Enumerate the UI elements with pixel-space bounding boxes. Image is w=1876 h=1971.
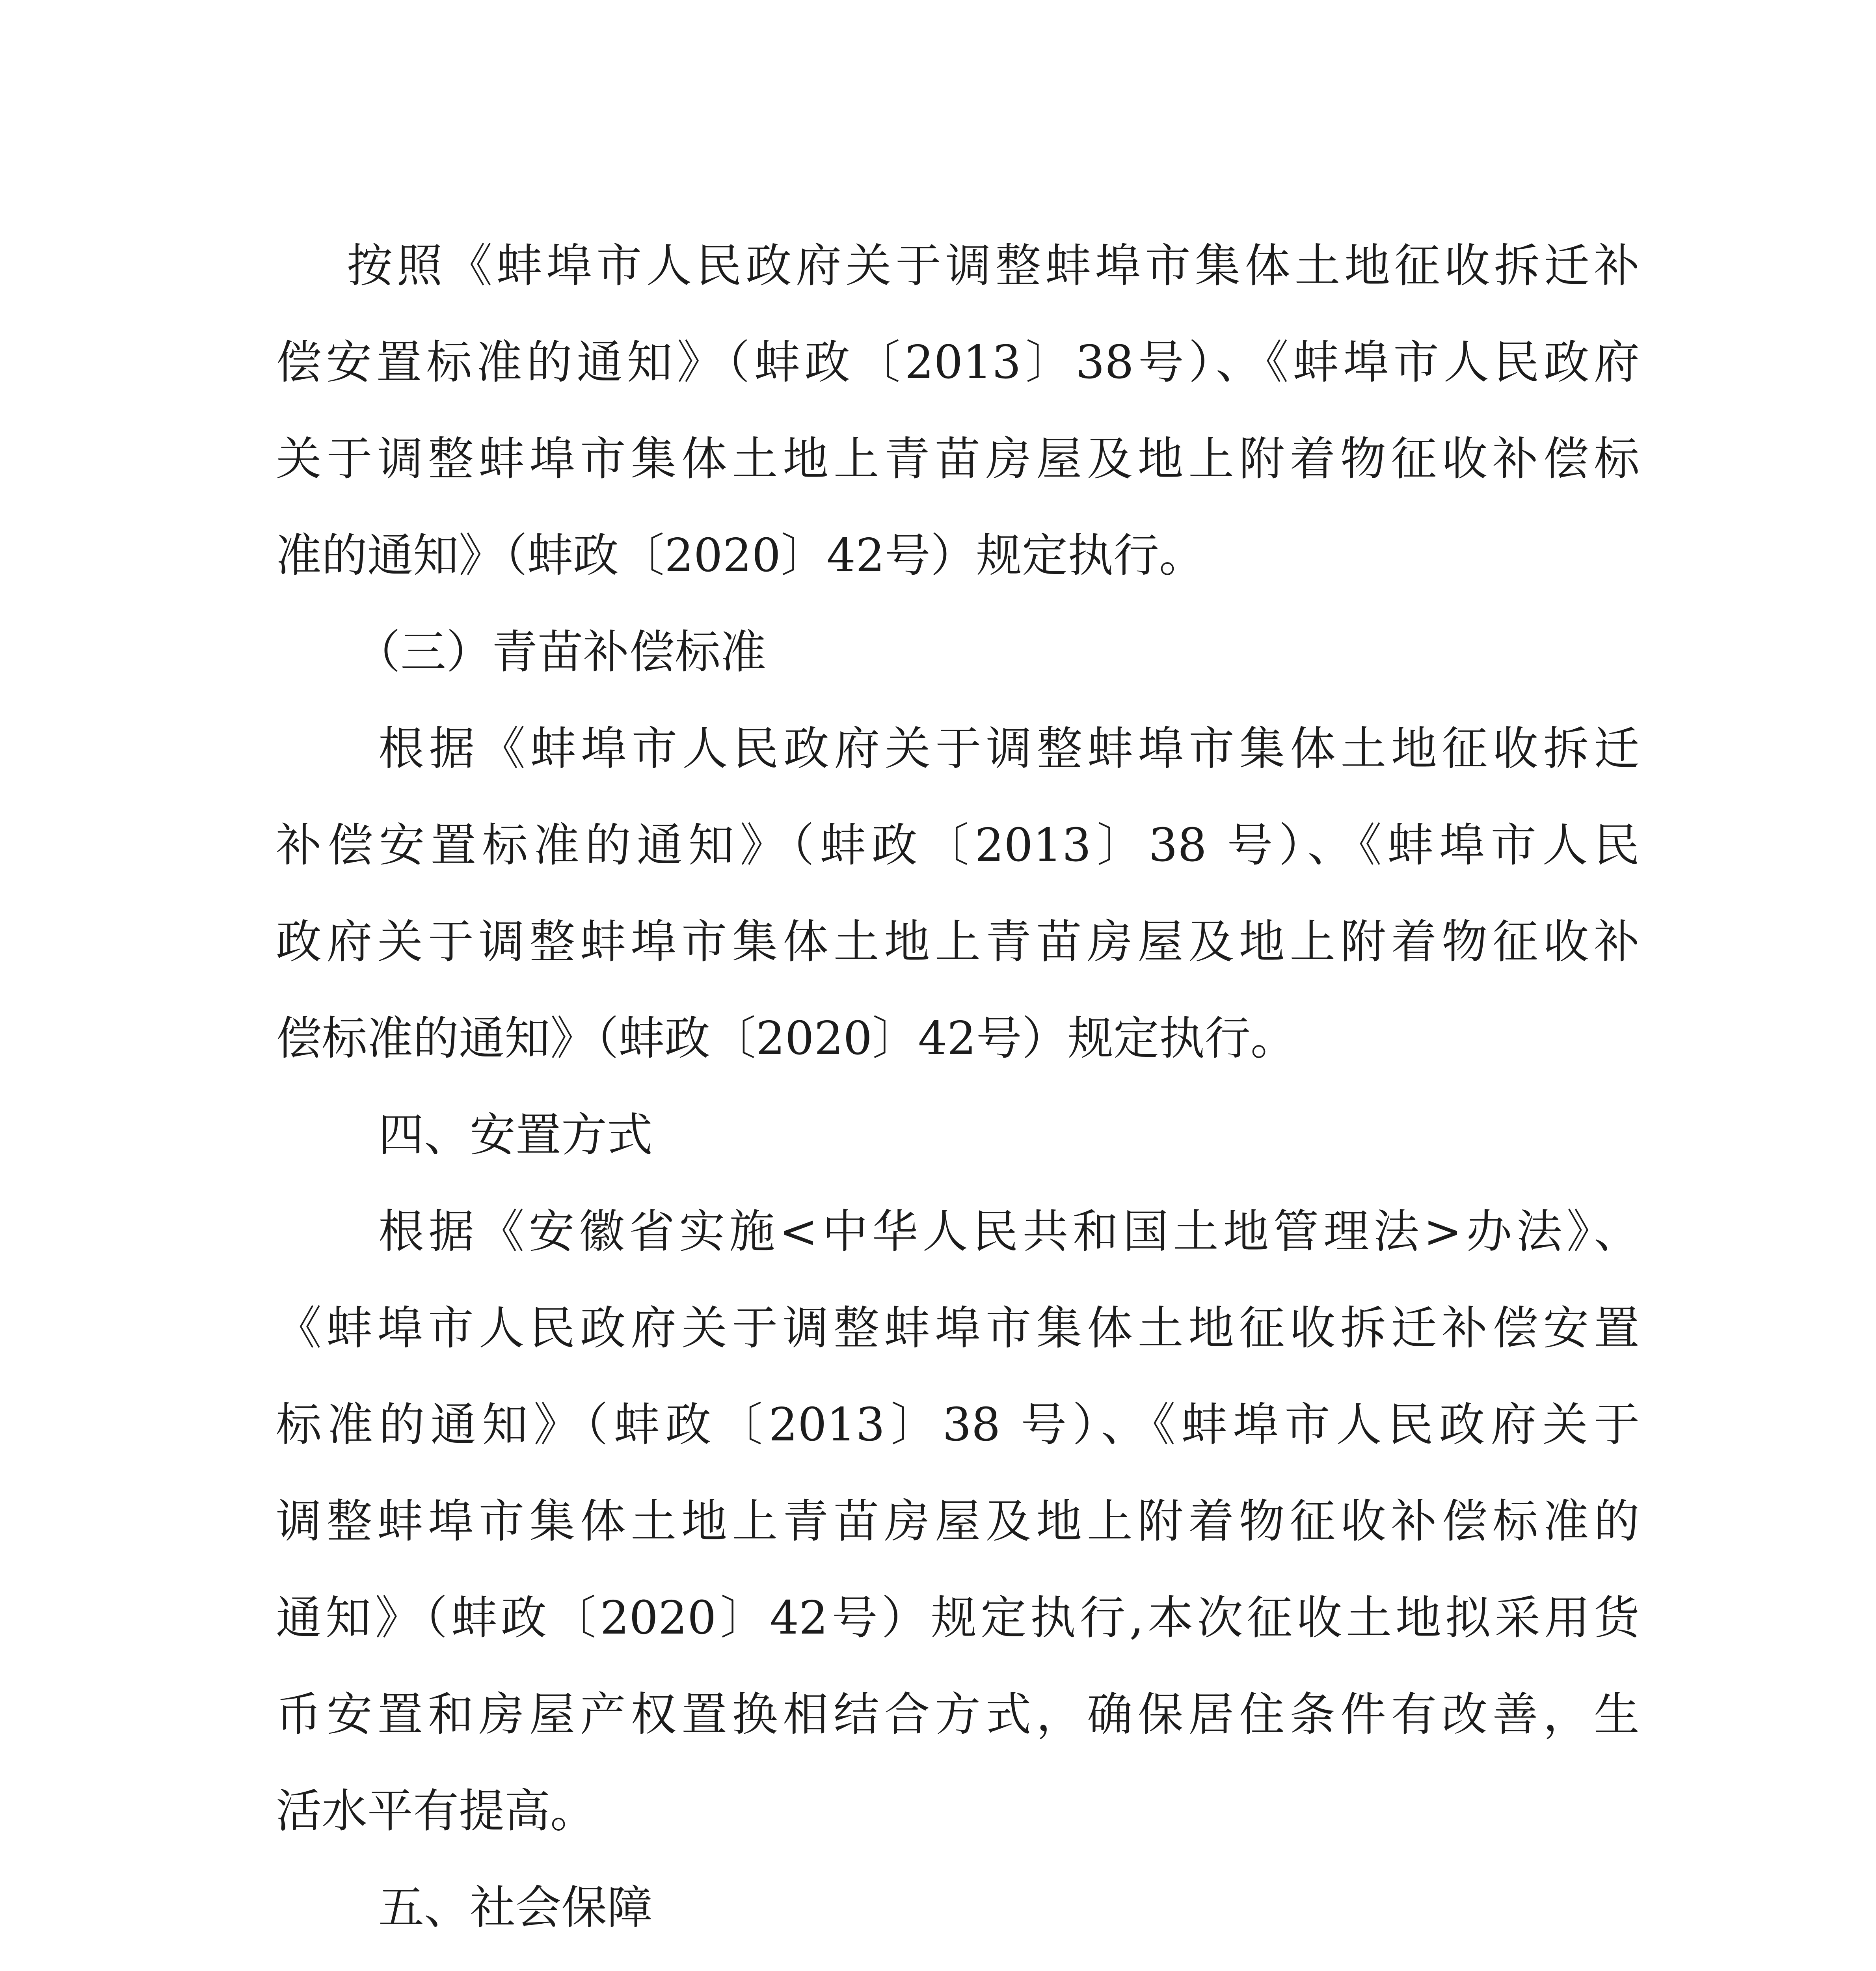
paragraph-compensation-line-3: 关于调整蚌埠市集体土地上青苗房屋及地上附着物征收补偿标 [276, 432, 1640, 486]
resettlement-line-3: 标准的通知》（蚌政〔2013〕38 号）、《蚌埠市人民政府关于 [276, 1398, 1640, 1451]
paragraph-compensation-line-2: 偿安置标准的通知》（蚌政〔2013〕38号）、《蚌埠市人民政府 [276, 336, 1640, 389]
resettlement-line-1: 根据《安徽省实施<中华人民共和国土地管理法>办法》、 [378, 1205, 1640, 1258]
paragraph-compensation-line-1: 按照《蚌埠市人民政府关于调整蚌埠市集体土地征收拆迁补 [347, 239, 1640, 292]
resettlement-line-4: 调整蚌埠市集体土地上青苗房屋及地上附着物征收补偿标准的 [276, 1495, 1640, 1548]
resettlement-line-7: 活水平有提高。 [276, 1785, 596, 1838]
resettlement-line-6: 币安置和房屋产权置换相结合方式，确保居住条件有改善，生 [276, 1688, 1640, 1741]
crop-compensation-line-4: 偿标准的通知》（蚌政〔2020〕42号）规定执行。 [276, 1012, 1296, 1065]
crop-compensation-line-1: 根据《蚌埠市人民政府关于调整蚌埠市集体土地征收拆迁 [378, 722, 1640, 775]
crop-compensation-line-2: 补偿安置标准的通知》（蚌政〔2013〕38 号）、《蚌埠市人民 [276, 819, 1640, 872]
resettlement-line-2: 《蚌埠市人民政府关于调整蚌埠市集体土地征收拆迁补偿安置 [276, 1302, 1640, 1355]
section-heading-crop-compensation: （三）青苗补偿标准 [355, 626, 766, 679]
paragraph-compensation-line-4: 准的通知》（蚌政〔2020〕42号）规定执行。 [276, 529, 1205, 582]
resettlement-line-5: 通知》（蚌政〔2020〕42号）规定执行,本次征收土地拟采用货 [276, 1591, 1640, 1645]
section-heading-resettlement: 四、安置方式 [378, 1108, 653, 1162]
crop-compensation-line-3: 政府关于调整蚌埠市集体土地上青苗房屋及地上附着物征收补 [276, 915, 1640, 969]
section-heading-social-security: 五、社会保障 [378, 1881, 653, 1934]
